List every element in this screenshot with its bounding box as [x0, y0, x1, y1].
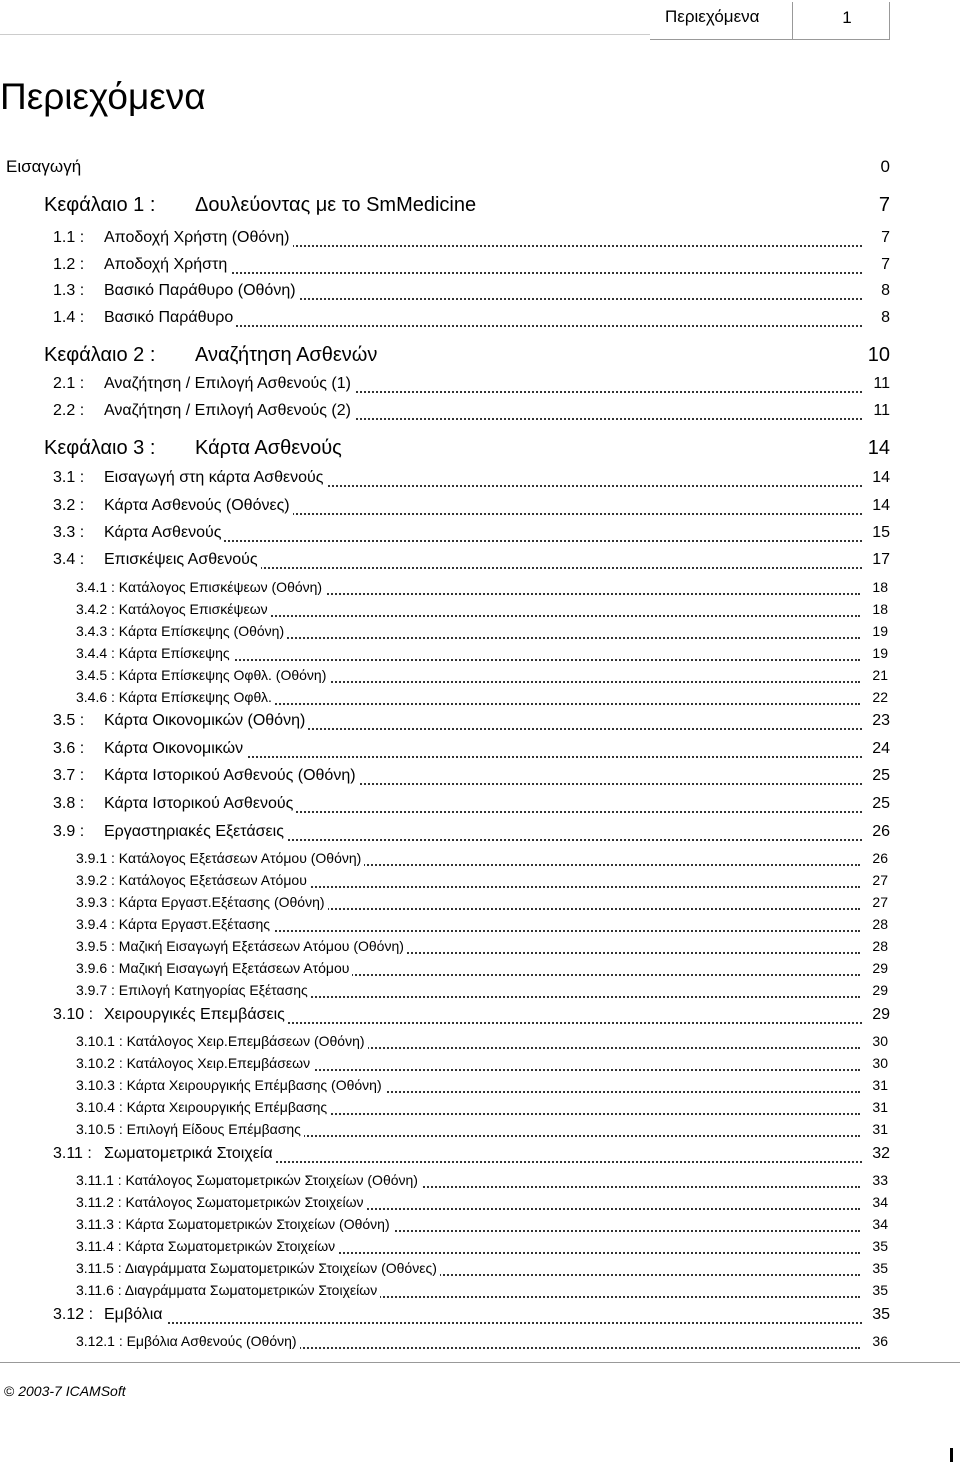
- toc-entry-title[interactable]: 3.11.1 : Κατάλογος Σωματομετρικών Στοιχείων (Οθόνη): [76, 1172, 421, 1188]
- toc-entry[interactable]: [0, 689, 960, 713]
- toc-entry[interactable]: [0, 850, 960, 874]
- toc-entry-title[interactable]: Εμβόλια: [104, 1306, 166, 1324]
- toc-entry[interactable]: [0, 1055, 960, 1079]
- toc-entry[interactable]: [0, 469, 960, 493]
- toc-entry-title[interactable]: Αναζήτηση / Επιλογή Ασθενούς (1): [104, 375, 354, 393]
- toc-entry-title[interactable]: 3.10.1 : Κατάλογος Χειρ.Επεμβάσεων (Οθόνη): [76, 1033, 368, 1049]
- toc-entry[interactable]: [0, 437, 960, 461]
- toc-entry[interactable]: [0, 497, 960, 521]
- toc-entry-number: 3.12 :: [53, 1306, 94, 1323]
- toc-entry-page-number: 14: [864, 437, 890, 460]
- toc-entry-number: 3.11 :: [53, 1145, 92, 1162]
- toc-entry-number: 3.7 :: [53, 767, 85, 784]
- running-header-title: Περιεχόμενα: [665, 7, 760, 26]
- toc-entry-number: 3.2 :: [53, 497, 85, 514]
- toc-entry-page-number: 31: [868, 1121, 888, 1137]
- toc-entry[interactable]: [0, 795, 960, 819]
- toc-entry[interactable]: [0, 894, 960, 918]
- toc-entry[interactable]: [0, 712, 960, 736]
- toc-entry[interactable]: [0, 1121, 960, 1145]
- toc-entry-title[interactable]: 3.11.2 : Κατάλογος Σωματομετρικών Στοιχείων: [76, 1194, 367, 1210]
- toc-entry[interactable]: [0, 402, 960, 426]
- toc-entry-page-number: 26: [868, 823, 890, 841]
- toc-entry-page-number: 18: [868, 579, 888, 595]
- toc-entry-page-number: 7: [877, 256, 890, 274]
- toc-entry-title[interactable]: 3.10.2 : Κατάλογος Χειρ.Επεμβάσεων: [76, 1055, 313, 1071]
- toc-entry-title[interactable]: Κάρτα Οικονομικών (Οθόνη): [104, 712, 308, 730]
- toc-entry-page-number: 35: [868, 1238, 888, 1254]
- toc-entry-number: 3.10 :: [53, 1006, 94, 1023]
- toc-entry-page-number: 32: [868, 1145, 890, 1163]
- toc-entry-title[interactable]: Εργαστηριακές Εξετάσεις: [104, 823, 287, 841]
- toc-entry-page-number: 36: [868, 1333, 888, 1349]
- toc-entry-page-number: 18: [868, 601, 888, 617]
- toc-entry-title[interactable]: Αναζήτηση / Επιλογή Ασθενούς (2): [104, 402, 354, 420]
- toc-entry-page-number: 0: [877, 157, 890, 177]
- toc-entry-title[interactable]: Βασικό Παράθυρο (Οθόνη): [104, 282, 299, 300]
- toc-entry-page-number: 27: [868, 872, 888, 888]
- toc-entry-page-number: 28: [868, 916, 888, 932]
- toc-entry[interactable]: [0, 551, 960, 575]
- toc-entry[interactable]: [0, 1145, 960, 1169]
- toc-entry-page-number: 31: [868, 1077, 888, 1093]
- toc-entry-title[interactable]: Κάρτα Ιστορικού Ασθενούς (Οθόνη): [104, 767, 359, 785]
- toc-entry-number: 1.1 :: [53, 229, 85, 246]
- toc-entry-page-number: 25: [868, 767, 890, 785]
- footer-rule: [0, 1362, 960, 1363]
- toc-entry[interactable]: [0, 1006, 960, 1030]
- margin-mark: [950, 1448, 953, 1462]
- toc-entry-page-number: 14: [868, 469, 890, 487]
- running-header-page-number: 1: [842, 8, 852, 27]
- toc-entry-number: 3.1 :: [53, 469, 85, 486]
- toc-entry-title[interactable]: 3.9.5 : Μαζική Εισαγωγή Εξετάσεων Ατόμου (Οθόνη): [76, 938, 407, 954]
- toc-entry-title[interactable]: 3.9.4 : Κάρτα Εργαστ.Εξέτασης: [76, 916, 273, 932]
- toc-entry[interactable]: [0, 740, 960, 764]
- toc-entry-page-number: 11: [869, 375, 890, 393]
- toc-entry-title[interactable]: 3.11.5 : Διαγράμματα Σωματομετρικών Στοιχείων (Οθόνες): [76, 1260, 440, 1276]
- toc-entry[interactable]: [0, 375, 960, 399]
- toc-entry[interactable]: [0, 623, 960, 647]
- toc-entry-title[interactable]: 3.9.6 : Μαζική Εισαγωγή Εξετάσεων Ατόμου: [76, 960, 352, 976]
- toc-entry[interactable]: [0, 667, 960, 691]
- toc-dot-leader: [124, 1322, 862, 1324]
- header-rule: [0, 34, 650, 35]
- toc-entry[interactable]: [0, 1033, 960, 1057]
- toc-entry-page-number: 31: [868, 1099, 888, 1115]
- page-title: Περιεχόμενα: [0, 76, 206, 117]
- toc-entry[interactable]: [0, 157, 960, 181]
- toc-entry-number: Κεφάλαιο 2 :: [44, 344, 156, 366]
- toc-entry-page-number: 35: [868, 1306, 890, 1324]
- toc-entry-title[interactable]: 3.9.3 : Κάρτα Εργαστ.Εξέτασης (Οθόνη): [76, 894, 328, 910]
- toc-entry-title[interactable]: 3.4.4 : Κάρτα Επίσκεψης: [76, 645, 233, 661]
- toc-entry-number: 3.9 :: [53, 823, 85, 840]
- toc-entry-number: 1.4 :: [53, 309, 85, 326]
- toc-entry-page-number: 29: [868, 982, 888, 998]
- toc-entry-page-number: 30: [868, 1055, 888, 1071]
- toc-entry-page-number: 29: [868, 960, 888, 976]
- toc-entry-title[interactable]: Αναζήτηση Ασθενών: [195, 344, 380, 367]
- toc-entry-page-number: 14: [868, 497, 890, 515]
- toc-entry-page-number: 7: [877, 229, 890, 247]
- toc-entry-title[interactable]: 3.4.6 : Κάρτα Επίσκεψης Οφθλ.: [76, 689, 275, 705]
- toc-dot-leader: [124, 272, 862, 274]
- copyright-text: 2003-7 ICAMSoft: [18, 1383, 126, 1399]
- toc-entry-page-number: 35: [868, 1260, 888, 1276]
- toc-entry-number: 2.1 :: [53, 375, 85, 392]
- toc-entry-page-number: 34: [868, 1194, 888, 1210]
- toc-entry[interactable]: [0, 1238, 960, 1262]
- toc-entry-title[interactable]: 3.9.2 : Κατάλογος Εξετάσεων Ατόμου: [76, 872, 310, 888]
- toc-entry[interactable]: [0, 938, 960, 962]
- toc-entry-page-number: 19: [868, 645, 888, 661]
- toc-entry[interactable]: [0, 579, 960, 603]
- toc-entry-page-number: 15: [868, 524, 890, 542]
- toc-entry[interactable]: [0, 1306, 960, 1330]
- toc-entry-title[interactable]: 3.10.3 : Κάρτα Χειρουργικής Επέμβασης (Οθόνη): [76, 1077, 385, 1093]
- toc-entry[interactable]: [0, 524, 960, 548]
- toc-entry[interactable]: [0, 1216, 960, 1240]
- toc-entry[interactable]: [0, 645, 960, 669]
- toc-entry-number: 3.4 :: [53, 551, 85, 568]
- toc-entry[interactable]: [0, 1099, 960, 1123]
- toc-entry-page-number: 30: [868, 1033, 888, 1049]
- toc-entry-number: 3.5 :: [53, 712, 85, 729]
- toc-entry[interactable]: [0, 1077, 960, 1101]
- toc-entry-title[interactable]: 3.11.4 : Κάρτα Σωματομετρικών Στοιχείων: [76, 1238, 338, 1254]
- toc-entry[interactable]: [0, 960, 960, 984]
- toc-entry-page-number: 21: [868, 667, 888, 683]
- toc-entry-title[interactable]: 3.10.5 : Επιλογή Είδους Επέμβασης: [76, 1121, 304, 1137]
- toc-entry-number: Κεφάλαιο 3 :: [44, 437, 156, 459]
- toc-entry-page-number: 25: [868, 795, 890, 813]
- copyright-notice: [4, 1383, 126, 1399]
- toc-entry[interactable]: [0, 256, 960, 280]
- toc-entry[interactable]: [0, 872, 960, 896]
- toc-entry-page-number: 33: [868, 1172, 888, 1188]
- toc-entry-title[interactable]: Επισκέψεις Ασθενούς: [104, 551, 261, 569]
- toc-entry[interactable]: [0, 309, 960, 333]
- toc-entry-page-number: 17: [868, 551, 890, 569]
- toc-dot-leader: [124, 540, 862, 542]
- toc-entry-page-number: 34: [868, 1216, 888, 1232]
- toc-entry-title[interactable]: 3.9.7 : Επιλογή Κατηγορίας Εξέτασης: [76, 982, 311, 998]
- toc-entry-title[interactable]: 3.4.1 : Κατάλογος Επισκέψεων (Οθόνη): [76, 579, 325, 595]
- toc-entry-page-number: 35: [868, 1282, 888, 1298]
- toc-entry-page-number: 27: [868, 894, 888, 910]
- toc-entry-title[interactable]: 3.10.4 : Κάρτα Χειρουργικής Επέμβασης: [76, 1099, 330, 1115]
- copyright-symbol: ©: [4, 1383, 15, 1399]
- toc-entry-title[interactable]: 3.4.3 : Κάρτα Επίσκεψης (Οθόνη): [76, 623, 287, 639]
- toc-entry-title[interactable]: Χειρουργικές Επεμβάσεις: [104, 1006, 288, 1024]
- header-separator: [792, 2, 793, 40]
- toc-entry-page-number: 29: [868, 1006, 890, 1024]
- toc-entry-page-number: 10: [864, 344, 890, 367]
- toc-entry[interactable]: [0, 982, 960, 1006]
- toc-entry-page-number: 23: [868, 712, 890, 730]
- toc-entry-title[interactable]: Κάρτα Ασθενούς: [195, 437, 345, 460]
- toc-entry-number: 3.3 :: [53, 524, 85, 541]
- toc-entry-number: 2.2 :: [53, 402, 85, 419]
- toc-entry-title[interactable]: 3.11.6 : Διαγράμματα Σωματομετρικών Στοιχείων: [76, 1282, 380, 1298]
- toc-entry-page-number: 7: [875, 194, 890, 217]
- toc-entry-title[interactable]: Δουλεύοντας με το SmMedicine: [195, 194, 479, 217]
- toc-entry-title[interactable]: 3.12.1 : Εμβόλια Ασθενούς (Οθόνη): [76, 1333, 300, 1349]
- toc-entry-title[interactable]: Κάρτα Ασθενούς (Οθόνες): [104, 497, 293, 515]
- toc-entry-number: 3.6 :: [53, 740, 85, 757]
- toc-entry-title[interactable]: Εισαγωγή στη κάρτα Ασθενούς: [104, 469, 327, 487]
- toc-entry[interactable]: [0, 1194, 960, 1218]
- toc-entry-number: 3.8 :: [53, 795, 85, 812]
- toc-entry-page-number: 8: [877, 309, 890, 327]
- toc-entry-title[interactable]: Κάρτα Οικονομικών: [104, 740, 246, 758]
- toc-entry[interactable]: [0, 282, 960, 306]
- toc-entry[interactable]: [0, 1333, 960, 1357]
- toc-entry-page-number: 24: [868, 740, 890, 758]
- toc-entry-page-number: 19: [868, 623, 888, 639]
- toc-entry-page-number: 8: [877, 282, 890, 300]
- toc-entry[interactable]: [0, 229, 960, 253]
- toc-entry[interactable]: [0, 823, 960, 847]
- toc-entry-number: 1.3 :: [53, 282, 85, 299]
- toc-entry-title[interactable]: Αποδοχή Χρήστη (Οθόνη): [104, 229, 293, 247]
- toc-entry-title[interactable]: Βασικό Παράθυρο: [104, 309, 236, 327]
- toc-entry-title[interactable]: 3.4.2 : Κατάλογος Επισκέψεων: [76, 601, 271, 617]
- toc-entry-title[interactable]: 3.11.3 : Κάρτα Σωματομετρικών Στοιχείων (Οθόνη): [76, 1216, 393, 1232]
- toc-entry-title[interactable]: 3.4.5 : Κάρτα Επίσκεψης Οφθλ. (Οθόνη): [76, 667, 329, 683]
- toc-entry[interactable]: [0, 1260, 960, 1284]
- toc-entry-title[interactable]: 3.9.1 : Κατάλογος Εξετάσεων Ατόμου (Οθόνη): [76, 850, 364, 866]
- toc-entry-page-number: 22: [868, 689, 888, 705]
- toc-entry-page-number: 26: [868, 850, 888, 866]
- toc-entry-title[interactable]: Κάρτα Ασθενούς: [104, 524, 224, 542]
- toc-entry-title[interactable]: Κάρτα Ιστορικού Ασθενούς: [104, 795, 296, 813]
- toc-entry-title[interactable]: Σωματομετρικά Στοιχεία: [104, 1145, 276, 1163]
- toc-entry-number: Κεφάλαιο 1 :: [44, 194, 156, 216]
- toc-entry[interactable]: [0, 344, 960, 368]
- toc-entry-page-number: 28: [868, 938, 888, 954]
- toc-entry-page-number: 11: [869, 402, 890, 420]
- toc-entry[interactable]: [0, 1172, 960, 1196]
- toc-entry-title[interactable]: Αποδοχή Χρήστη: [104, 256, 230, 274]
- toc-entry[interactable]: [0, 916, 960, 940]
- toc-entry-title[interactable]: Εισαγωγή: [6, 157, 84, 177]
- toc-entry[interactable]: [0, 767, 960, 791]
- toc-entry[interactable]: [0, 1282, 960, 1306]
- toc-entry[interactable]: [0, 194, 960, 218]
- toc-entry[interactable]: [0, 601, 960, 625]
- toc-entry-number: 1.2 :: [53, 256, 85, 273]
